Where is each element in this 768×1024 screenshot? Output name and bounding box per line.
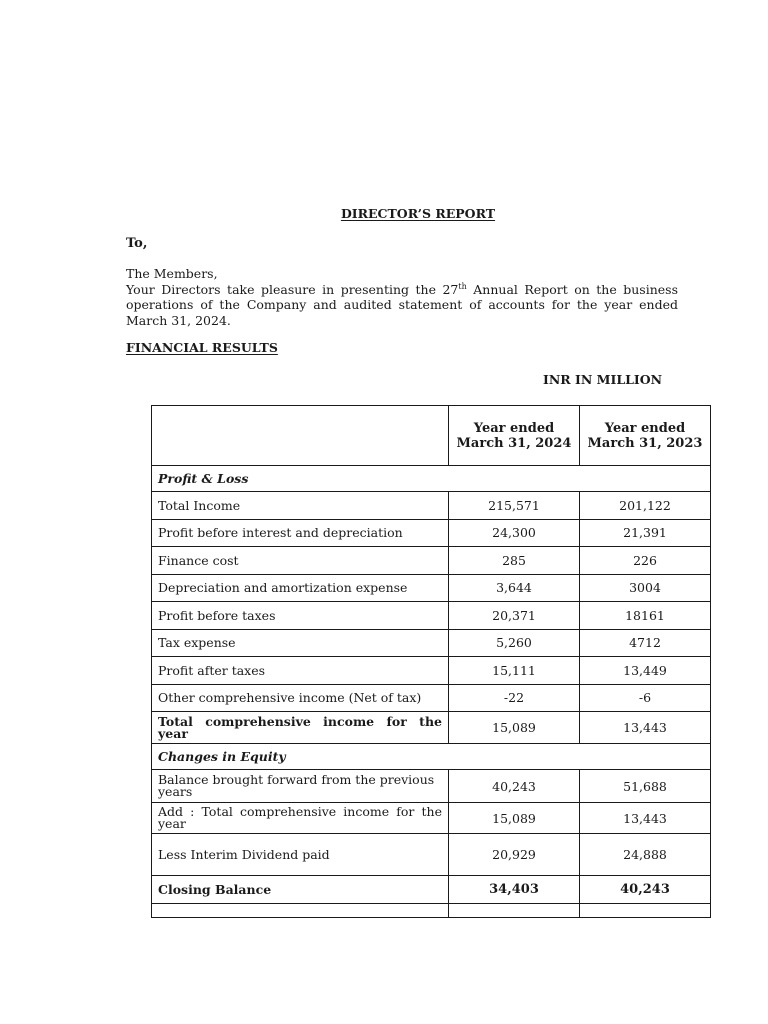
table-row xyxy=(152,602,711,630)
section-row-profit-loss xyxy=(152,466,711,492)
value-2024: 24,300 xyxy=(449,519,580,547)
section-label: Changes in Equity xyxy=(152,744,711,770)
row-label: Depreciation and amortization expense xyxy=(152,574,449,602)
column-header-2023-line2: March 31, 2023 xyxy=(587,435,703,451)
column-header-2023-line1: Year ended xyxy=(604,420,686,436)
value-2023: 18161 xyxy=(580,602,711,630)
value-2024: 285 xyxy=(449,547,580,575)
value-2024: 20,929 xyxy=(449,834,580,876)
intro-paragraph xyxy=(126,266,678,328)
value-2023: -6 xyxy=(580,684,711,712)
table-row xyxy=(152,657,711,685)
value-2023: 21,391 xyxy=(580,519,711,547)
value-2023: 51,688 xyxy=(580,770,711,803)
value-2024: 15,089 xyxy=(449,712,580,744)
table-row xyxy=(152,574,711,602)
value-2023: 40,243 xyxy=(580,876,711,904)
table-header-row xyxy=(152,406,711,466)
value-2023: 13,443 xyxy=(580,712,711,744)
table-row xyxy=(152,834,711,876)
table-row xyxy=(152,684,711,712)
value-2023: 13,449 xyxy=(580,657,711,685)
value-2024: 3,644 xyxy=(449,574,580,602)
intro-text-part1: Your Directors take pleasure in presenting the 27 xyxy=(126,281,459,297)
table-row xyxy=(152,770,711,803)
value-2024: 5,260 xyxy=(449,629,580,657)
value-2023: 226 xyxy=(580,547,711,575)
addressee: The Members, xyxy=(126,266,218,281)
table-row xyxy=(152,803,711,834)
report-title: DIRECTOR’S REPORT xyxy=(340,206,496,221)
row-label: Add : Total comprehensive income for the year xyxy=(152,803,449,834)
ordinal-suffix: th xyxy=(458,281,467,291)
value-2023: 3004 xyxy=(580,574,711,602)
value-2023: 4712 xyxy=(580,629,711,657)
column-header-2024-line2: March 31, 2024 xyxy=(456,435,572,451)
value-2024: -22 xyxy=(449,684,580,712)
empty-cell xyxy=(580,904,711,918)
value-2024: 15,111 xyxy=(449,657,580,685)
column-header-2024 xyxy=(449,406,580,466)
value-2024: 215,571 xyxy=(449,492,580,520)
row-label: Profit before taxes xyxy=(152,602,449,630)
row-label: Finance cost xyxy=(152,547,449,575)
table-row xyxy=(152,492,711,520)
value-2024: 20,371 xyxy=(449,602,580,630)
value-2023: 201,122 xyxy=(580,492,711,520)
financial-results-heading: FINANCIAL RESULTS xyxy=(126,340,278,355)
salutation-to: To, xyxy=(126,236,148,251)
value-2023: 13,443 xyxy=(580,803,711,834)
section-row-changes-equity xyxy=(152,744,711,770)
value-2024: 40,243 xyxy=(449,770,580,803)
financial-results-table xyxy=(151,405,711,918)
row-label: Tax expense xyxy=(152,629,449,657)
row-label: Closing Balance xyxy=(152,876,449,904)
currency-unit-label: INR IN MILLION xyxy=(543,372,663,387)
value-2023: 24,888 xyxy=(580,834,711,876)
row-label: Other comprehensive income (Net of tax) xyxy=(152,684,449,712)
empty-cell xyxy=(449,904,580,918)
column-header-2024-line1: Year ended xyxy=(473,420,555,436)
intro-text-part2: Annual Report on the business operations of the Company and audited statement of accounts for the year ended March 31, 2024. xyxy=(126,281,678,328)
table-row xyxy=(152,519,711,547)
row-label: Less Interim Dividend paid xyxy=(152,834,449,876)
value-2024: 15,089 xyxy=(449,803,580,834)
row-label: Total Income xyxy=(152,492,449,520)
table-row-total xyxy=(152,712,711,744)
table-row-closing-balance xyxy=(152,876,711,904)
header-blank-cell xyxy=(152,406,449,466)
row-label: Total comprehensive income for the year xyxy=(152,712,449,744)
row-label: Profit before interest and depreciation xyxy=(152,519,449,547)
table-row xyxy=(152,547,711,575)
table-empty-row xyxy=(152,904,711,918)
column-header-2023 xyxy=(580,406,711,466)
section-label: Profit & Loss xyxy=(152,466,711,492)
value-2024: 34,403 xyxy=(449,876,580,904)
row-label: Profit after taxes xyxy=(152,657,449,685)
table-row xyxy=(152,629,711,657)
empty-cell xyxy=(152,904,449,918)
row-label: Balance brought forward from the previous years xyxy=(152,770,449,803)
